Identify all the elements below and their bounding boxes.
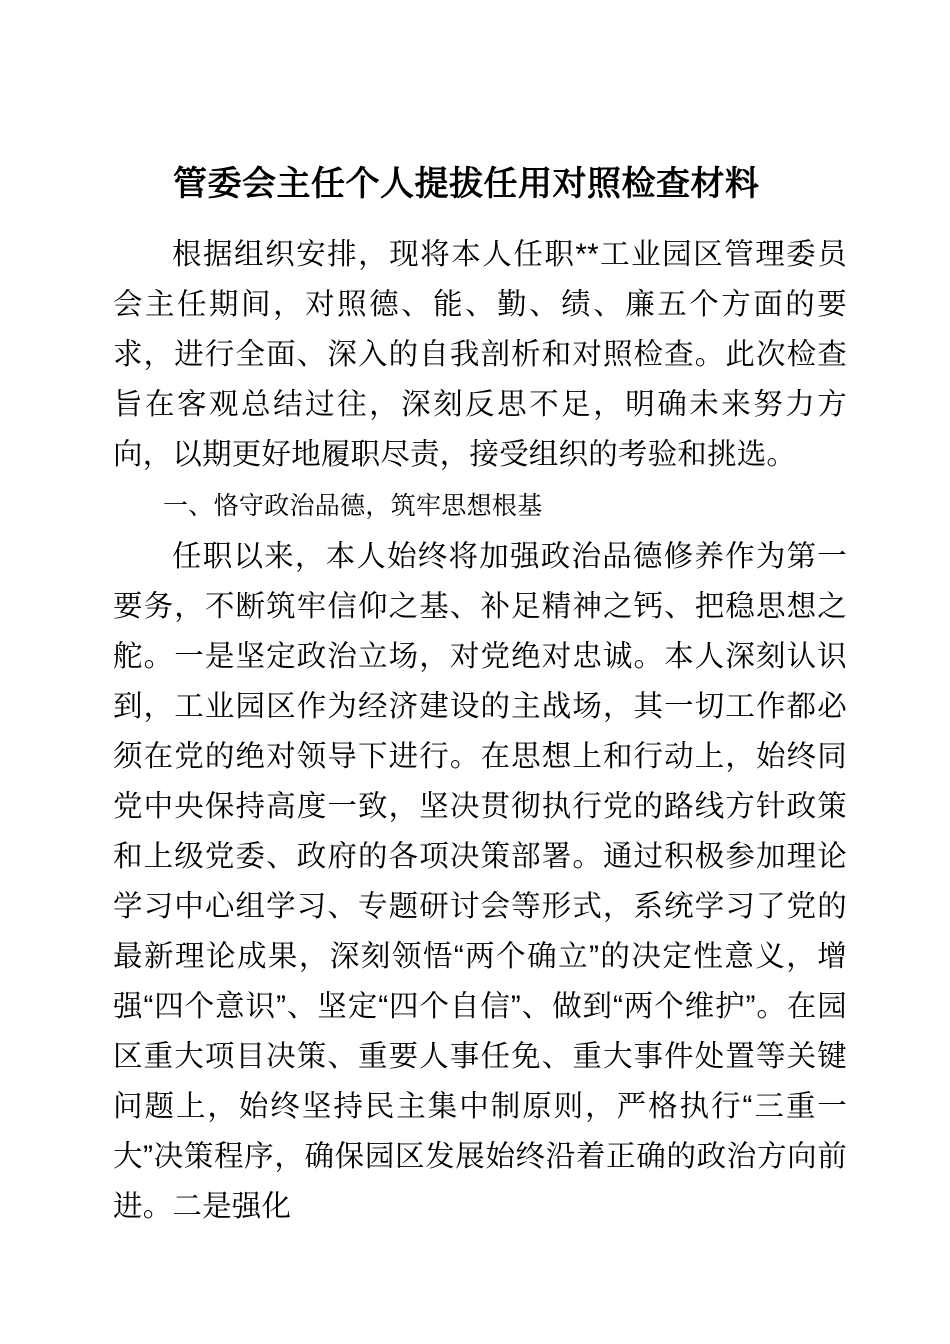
paragraph-intro: 根据组织安排，现将本人任职**工业园区管理委员会主任期间，对照德、能、勤、绩、廉五个方面的要求，进行全面、深入的自我剖析和对照检查。此次检查旨在客观总结过往，深刻反思不足，明确未来努力方向，以期更好地履职尽责，接受组织的考验和挑选。 <box>113 238 847 471</box>
document-body <box>113 160 847 1232</box>
paragraph-section-one-body: 任职以来，本人始终将加强政治品德修养作为第一要务，不断筑牢信仰之基、补足精神之钙、把稳思想之舵。一是坚定政治立场，对党绝对忠诚。本人深刻认识到，工业园区作为经济建设的主战场，其一切工作都必须在党的绝对领导下进行。在思想上和行动上，始终同党中央保持高度一致，坚决贯彻执行党的路线方针政策和上级党委、政府的各项决策部署。通过积极参加理论学习中心组学习、专题研讨会等形式，系统学习了党的最新理论成果，深刻领悟“两个确立”的决定性意义，增强“四个意识”、坚定“四个自信”、做到“两个维护”。在园区重大项目决策、重要人事任免、重大事件处置等关键问题上，始终坚持民主集中制原则，严格执行“三重一大”决策程序，确保园区发展始终沿着正确的政治方向前进。二是强化 <box>113 540 847 1223</box>
page-title: 管委会主任个人提拔任用对照检查材料 <box>173 165 760 203</box>
section-heading-one: 一、恪守政治品德，筑牢思想根基 <box>163 493 543 520</box>
